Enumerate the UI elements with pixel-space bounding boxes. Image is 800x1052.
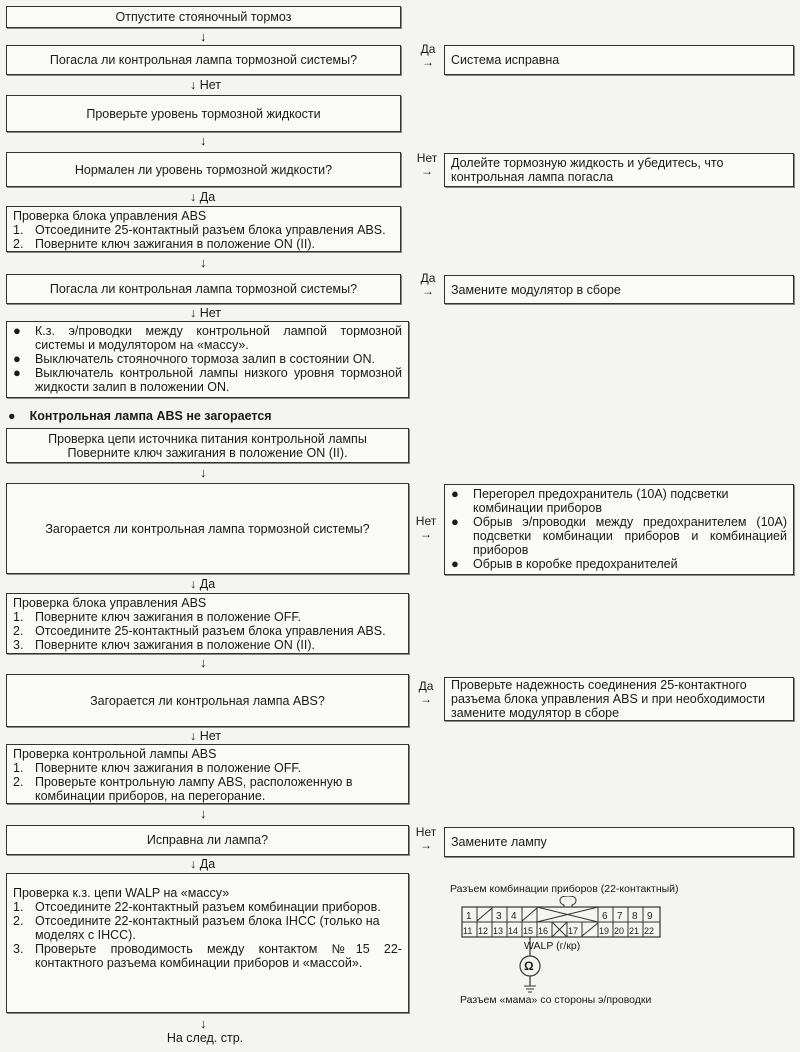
question-text: Нормален ли уровень тормозной жидкости? <box>74 162 333 177</box>
svg-text:12: 12 <box>478 926 489 936</box>
svg-text:14: 14 <box>508 926 519 936</box>
arrow-down-icon: ↓ <box>200 655 207 670</box>
step-check-abs-unit-2 <box>6 593 409 654</box>
ohmmeter-icon: Ω <box>524 959 534 973</box>
question-text: Загорается ли контрольная лампа тормозной системы? <box>45 521 370 536</box>
arrow-down-icon: ↓ <box>200 29 207 44</box>
question-brake-lamp-off-2 <box>6 274 401 304</box>
no-branch-label: Нет → <box>412 515 440 541</box>
result-text: Проверьте надежность соединения 25-контактного разъема блока управления ABS и при необходимости замените модулятор в сборе <box>451 678 766 720</box>
svg-text:8: 8 <box>632 911 638 922</box>
step-text: Отпустите стояночный тормоз <box>115 10 292 24</box>
result-text: Долейте тормозную жидкость и убедитесь, что контрольная лампа погасла <box>451 156 724 184</box>
svg-text:7: 7 <box>617 911 623 922</box>
list-item: ● Перегорел предохранитель (10А) подсветки комбинации приборов <box>451 486 729 515</box>
arrow-down-icon: ↓ <box>200 1016 207 1031</box>
list-item: ● Выключатель стояночного тормоза залип в состоянии ON. <box>13 351 375 366</box>
arrow-down-icon: ↓ <box>200 806 207 821</box>
svg-text:11: 11 <box>463 926 473 936</box>
arrow-right-icon: → <box>421 164 433 178</box>
list-item: 3. Поверните ключ зажигания в положение ON (II). <box>13 638 316 652</box>
result-replace-lamp <box>444 827 794 857</box>
list-item: 1. Отсоедините 25-контактный разъем блока управления ABS. <box>13 223 386 237</box>
arrow-right-icon: → <box>420 692 432 706</box>
list-item: 2. Отсоедините 25-контактный разъем блока управления ABS. <box>13 624 386 638</box>
result-check-connector <box>444 677 794 721</box>
arrow-down-icon: ↓ <box>190 190 197 204</box>
list-item: 2. Поверните ключ зажигания в положение ON (II). <box>13 237 316 251</box>
step-check-fluid-level <box>6 95 401 132</box>
diagram-title: Разъем комбинации приборов (22-контактный) <box>450 883 679 895</box>
bullet-icon: ● <box>451 556 459 571</box>
yes-branch-label: ↓ Да <box>190 190 216 204</box>
svg-text:3: 3 <box>496 911 502 922</box>
step-title: Проверка к.з. цепи WALP на «массу» <box>13 886 230 900</box>
step-check-walp-short <box>6 873 409 1013</box>
no-branch-label: Нет → <box>413 152 441 178</box>
arrow-down-icon: ↓ <box>200 465 207 480</box>
question-brake-lamp-on <box>6 483 409 574</box>
question-text: Загорается ли контрольная лампа ABS? <box>90 693 325 708</box>
no-branch-label: Нет → <box>412 826 440 852</box>
svg-text:6: 6 <box>602 911 608 922</box>
step-text: Поверните ключ зажигания в положение ON (II). <box>67 445 348 460</box>
svg-text:16: 16 <box>538 926 549 936</box>
svg-text:19: 19 <box>599 926 610 936</box>
arrow-down-icon: ↓ <box>190 306 197 320</box>
step-title: Проверка блока управления ABS <box>13 596 207 610</box>
no-branch-label: ↓ Нет <box>190 729 222 743</box>
wire-label: WALP (г/кр) <box>524 940 581 952</box>
arrow-right-icon: → <box>422 55 434 69</box>
continued-next-page: На след. стр. <box>166 1031 244 1045</box>
possible-causes-list <box>6 321 409 398</box>
svg-text:1: 1 <box>466 911 472 922</box>
yes-branch-label: ↓ Да <box>190 857 216 871</box>
bullet-icon: ● <box>13 323 21 338</box>
bullet-icon: ● <box>13 351 21 366</box>
yes-branch-label: Да → <box>417 272 439 298</box>
step-text: Проверка цепи источника питания контрольной лампы <box>48 431 367 446</box>
arrow-down-icon: ↓ <box>190 857 197 871</box>
question-text: Погасла ли контрольная лампа тормозной системы? <box>49 53 358 67</box>
yes-branch-label: ↓ Да <box>190 577 216 591</box>
question-fluid-level-normal <box>6 152 401 187</box>
bullet-icon: ● <box>8 409 16 423</box>
list-item: 1. Отсоедините 22-контактный разъем комбинации приборов. <box>13 900 381 914</box>
arrow-right-icon: → <box>422 284 434 298</box>
no-branch-label: ↓ Нет <box>190 306 222 320</box>
arrow-down-icon: ↓ <box>200 255 207 270</box>
result-system-ok <box>444 45 794 75</box>
arrow-down-icon: ↓ <box>190 78 197 92</box>
result-text: Замените модулятор в сборе <box>451 282 621 297</box>
list-item: 3. Проверьте проводимость между контактом №15 22-контактного разъема комбинации приборов и «массой». <box>13 942 402 970</box>
arrow-right-icon: → <box>420 838 432 852</box>
list-item: 1. Поверните ключ зажигания в положение OFF. <box>13 761 302 775</box>
question-lamp-ok <box>6 825 409 855</box>
arrow-down-icon: ↓ <box>190 729 197 743</box>
arrow-right-icon: → <box>420 527 432 541</box>
svg-text:4: 4 <box>511 911 517 922</box>
result-replace-modulator <box>444 275 794 304</box>
question-brake-lamp-off <box>6 45 401 75</box>
result-top-up-fluid <box>444 153 794 187</box>
list-item: ● Обрыв в коробке предохранителей <box>451 556 678 571</box>
svg-text:9: 9 <box>647 911 653 922</box>
fuse-causes-list <box>444 484 794 575</box>
yes-branch-label: Да → <box>417 43 439 69</box>
step-check-abs-unit <box>6 206 401 252</box>
result-text: Система исправна <box>451 53 560 67</box>
svg-text:15: 15 <box>523 926 534 936</box>
no-branch-label: ↓ Нет <box>190 78 222 92</box>
svg-text:17: 17 <box>568 926 579 936</box>
diagram-caption: Разъем «мама» со стороны э/проводки <box>460 994 652 1006</box>
step-title: Проверка блока управления ABS <box>13 209 207 223</box>
list-item: ● Выключатель контрольной лампы низкого уровня тормозной жидкости залип в положении ON. <box>13 365 402 394</box>
step-check-abs-lamp <box>6 744 409 804</box>
yes-branch-label: Да → <box>414 680 438 706</box>
question-text: Исправна ли лампа? <box>146 833 269 847</box>
bullet-icon: ● <box>451 514 459 529</box>
step-text: Проверьте уровень тормозной жидкости <box>86 106 321 121</box>
list-item: 2. Отсоедините 22-контактный разъем блока IHCC (только на моделях с IHCC). <box>13 914 380 942</box>
step-release-parking-brake <box>6 6 401 28</box>
question-text: Погасла ли контрольная лампа тормозной системы? <box>49 282 358 296</box>
arrow-down-icon: ↓ <box>190 577 197 591</box>
arrow-down-icon: ↓ <box>200 133 207 148</box>
bullet-icon: ● <box>451 486 459 501</box>
section-heading: ● Контрольная лампа ABS не загорается <box>8 409 272 423</box>
connector-diagram <box>450 882 700 1007</box>
svg-text:22: 22 <box>644 926 655 936</box>
list-item: 2. Проверьте контрольную лампу ABS, расположенную в комбинации приборов, на перегорание. <box>13 775 353 803</box>
svg-text:21: 21 <box>629 926 640 936</box>
bullet-icon: ● <box>13 365 21 380</box>
step-check-power-circuit <box>6 428 409 463</box>
list-item: ● Обрыв э/проводки между предохранителем (10А) подсветки комбинации приборов и комбинацией приборов <box>451 514 787 557</box>
svg-text:20: 20 <box>614 926 625 936</box>
step-title: Проверка контрольной лампы ABS <box>13 747 217 761</box>
result-text: Замените лампу <box>451 835 547 849</box>
list-item: 1. Поверните ключ зажигания в положение OFF. <box>13 610 302 624</box>
question-abs-lamp-on <box>6 674 409 727</box>
svg-text:13: 13 <box>493 926 504 936</box>
list-item: ● К.з. э/проводки между контрольной лампой тормозной системы и модулятором на «массу». <box>13 323 402 352</box>
